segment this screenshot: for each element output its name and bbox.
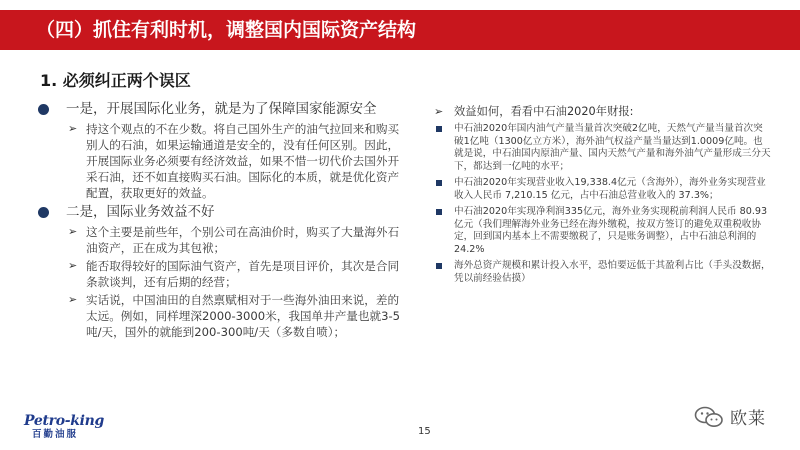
company-logo xyxy=(24,414,114,441)
bullet-text: 效益如何，看看中石油2020年财报: xyxy=(454,105,634,118)
wechat-icon xyxy=(694,406,724,428)
square-bullet-icon xyxy=(436,209,442,215)
left-column xyxy=(34,100,406,342)
sub-bullet-text: 实话说，中国油田的自然禀赋相对于一些海外油田来说，差的太远。例如，同样埋深2000-3000米，我国单井产量也就3-5吨/天，国外的就能到200-300吨/天（多数自喷）； xyxy=(86,293,401,339)
square-bullet-icon xyxy=(436,263,442,269)
square-bullet-icon xyxy=(436,126,442,132)
list-item xyxy=(432,123,772,173)
bullet-dot-icon xyxy=(38,104,49,115)
logo-subtitle: 百勤油服 xyxy=(32,429,79,440)
list-item-text: 中石油2020年国内油气产量当量首次突破2亿吨，天然气产量当量首次突破1亿吨（1300亿立方米），海外油气权益产量当量达到1.0009亿吨。也就是说，中石油国内原油产量、国内天然气产量和海外油气产量形成三分天下，都达到一亿吨的水平； xyxy=(454,123,771,172)
bullet-point xyxy=(34,203,406,222)
list-item xyxy=(432,177,772,202)
arrow-bullet-icon: ➢ xyxy=(68,225,78,238)
sub-bullet xyxy=(34,121,406,201)
list-item xyxy=(432,206,772,256)
list-item-text: 中石油2020年实现营业收入19,338.4亿元（含海外），海外业务实现营业收入人民币 7,210.15 亿元，占中石油总营业收入的 37.3%； xyxy=(454,177,766,201)
sub-bullet-text: 能否取得较好的国际油气资产，首先是项目评价，其次是合同条款谈判，还有后期的经营； xyxy=(86,259,400,289)
sub-bullet xyxy=(34,258,406,290)
slide-title: （四）抓住有利时机，调整国内国际资产结构 xyxy=(36,19,417,41)
page-number: 15 xyxy=(418,426,431,437)
arrow-bullet-icon: ➢ xyxy=(68,259,78,272)
square-bullet-icon xyxy=(436,180,442,186)
bullet-text: 一是，开展国际化业务，就是为了保障国家能源安全 xyxy=(66,101,377,117)
sub-bullet-text: 持这个观点的不在少数。将自己国外生产的油气拉回来和购买别人的石油，如果运输通道是安全的，没有任何区别。因此，开展国际业务必须要有经济效益，如果不惜一切代价去国外开采石油，还不如直接购买石油。国际化的本质，就是优化资产配置，获取更好的效益。 xyxy=(86,122,400,200)
arrow-bullet-icon: ➢ xyxy=(68,293,78,306)
bullet-text: 二是，国际业务效益不好 xyxy=(66,204,215,220)
logo-wordmark: Petro-king xyxy=(24,413,105,429)
bullet-point xyxy=(34,100,406,119)
bullet-point xyxy=(432,104,772,119)
watermark xyxy=(694,404,766,429)
list-item xyxy=(432,260,772,285)
sub-bullet xyxy=(34,292,406,340)
sub-bullet-text: 这个主要是前些年，个别公司在高油价时，购买了大量海外石油资产，正在成为其包袱； xyxy=(86,225,400,255)
sub-bullet xyxy=(34,224,406,256)
list-item-text: 中石油2020年实现净利润335亿元，海外业务实现税前利润人民币 80.93 亿元（我们理解海外业务已经在海外缴税，按双方签订的避免双重税收协定，回到国内基本上不需要缴税了，只是账务调整），占中石油总利润的24.2% xyxy=(454,206,768,255)
section-heading: 1. 必须纠正两个误区 xyxy=(40,71,191,90)
list-item-text: 海外总资产规模和累计投入水平，恐怕要远低于其盈利占比（手头没数据，凭以前经验估摸） xyxy=(454,260,771,284)
right-column xyxy=(432,104,772,289)
bullet-dot-icon xyxy=(38,207,49,218)
title-bar-edge xyxy=(792,10,800,50)
arrow-bullet-icon: ➢ xyxy=(68,122,78,135)
watermark-text: 欧莱 xyxy=(730,409,766,429)
arrow-bullet-icon: ➢ xyxy=(434,105,444,118)
title-bar xyxy=(0,10,792,50)
